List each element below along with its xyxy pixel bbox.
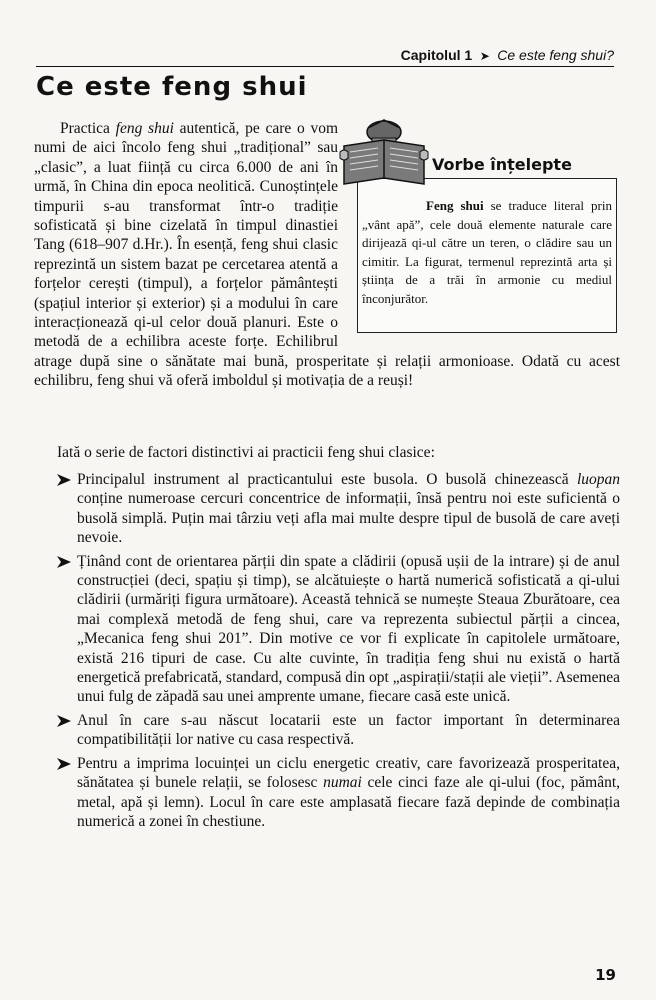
section-label: Ce este feng shui? bbox=[497, 47, 614, 63]
list-item-emphasis: numai bbox=[323, 774, 362, 792]
sidebar-term: Feng shui bbox=[426, 198, 484, 213]
arrow-right-icon: ➤ bbox=[479, 49, 490, 63]
list-item bbox=[57, 711, 620, 750]
intro-text-1: Practica bbox=[60, 120, 116, 137]
list-item-term: luopan bbox=[576, 471, 620, 488]
intro-term: feng shui bbox=[115, 120, 174, 137]
list-item bbox=[57, 470, 620, 548]
running-header bbox=[36, 44, 614, 67]
list-item-text: Ținând cont de orientarea părții din spate a clădirii (opusă ușii de la intrare) și de anul construcției (deci, spațiu și timp), se alcătuiește o hartă numerică sofisticată a qi-ului clădirii (urmăriți figura următoare). Această tehnică se numește Steaua Zburătoare, cea mai complexă metodă de feng shui, care va reprezenta subiectul părții a cincea, „Mecanica feng shui 201”. Din motive ce vor fi explicate în capitolele următoare, există 216 tipuri de case. Cu alte cuvinte, în tradiția feng shui nu există o hartă energetică prefabricată, standard, compusă din opt „aspirații/stații ale vieții”. Asemenea unui fulg de zăpadă sau unei amprente umane, fiecare casă este unică. bbox=[77, 552, 620, 706]
list-item-text: cele cinci faze ale qi-ului (foc, pământ, metal, apă și lemn). Locul în care este amplasată fiecare fază depinde de combinația numerică a zonei în chestiune. bbox=[77, 774, 621, 830]
list-item-text: conține numeroase cercuri concentrice de informații, însă pentru noi este suficientă o busolă simplă. Puțin mai târziu veți afla mai multe despre tipul de busolă de care aveți nevoie. bbox=[77, 490, 620, 547]
intro-text-2: autentică, pe care o vom numi de aici încolo feng shui „tradițional” sau „clasic”, a luat ființă cu circa 6.000 de ani în urmă, în China din epoca neolitică. Cunoștințele timpurii s-au transformat într-o tradiție sofisticată și bine cizelată în timpul dinastiei Tang (618–907 d.Hr.). În esență, feng shui clasic reprezintă un sistem bazat pe cercetarea atentă a forțelor cerești (timpul), a forțelor pământești (spațiul interior și exterior) și a modului în care interacționează qi-ul celor două planuri. Este o metodă de a echilibra aceste forțe. Echilibrul atrage după sine o sănătate mai bună, prosperitate și relații armonioase. Odată cu acest echilibru, feng shui vă oferă imboldul și motivația de a reuși! bbox=[34, 120, 620, 390]
list-item-text: Anul în care s-au născut locatarii este un factor important în determinarea compatibilității lor native cu casa respectivă. bbox=[77, 711, 620, 749]
list-item bbox=[57, 754, 620, 832]
list-item-text: Pentru a imprima locuinței un ciclu energetic creativ, care favorizează prosperitatea, sănătatea și bunele relații, se folosesc bbox=[77, 754, 620, 792]
factor-list bbox=[57, 470, 620, 835]
page-title: Ce este feng shui bbox=[36, 72, 308, 102]
list-intro: Iată o serie de factori distinctivi ai practicii feng shui clasice: bbox=[57, 444, 435, 461]
sidebar-text bbox=[362, 197, 612, 308]
list-item-text: Principalul instrument al practicantului este busola. O busolă chinezească bbox=[77, 471, 577, 488]
arrow-bullet-icon bbox=[57, 556, 71, 568]
arrow-bullet-icon bbox=[57, 715, 71, 727]
sidebar-definition: se traduce literal prin „vânt apă”, cele două elemente naturale care dirijează qi-ul către un teren, o clădire sau un cimitir. La figurat, termenul reprezintă arta și știința de a trăi în armonie cu mediul înconjurător. bbox=[362, 198, 612, 306]
page-number: 19 bbox=[595, 966, 616, 984]
sidebar-title: Vorbe înțelepte bbox=[432, 155, 578, 174]
list-item bbox=[57, 552, 620, 707]
chapter-label: Capitolul 1 bbox=[400, 47, 473, 63]
arrow-bullet-icon bbox=[57, 474, 71, 486]
arrow-bullet-icon bbox=[57, 758, 71, 770]
reading-book-icon bbox=[338, 118, 430, 188]
